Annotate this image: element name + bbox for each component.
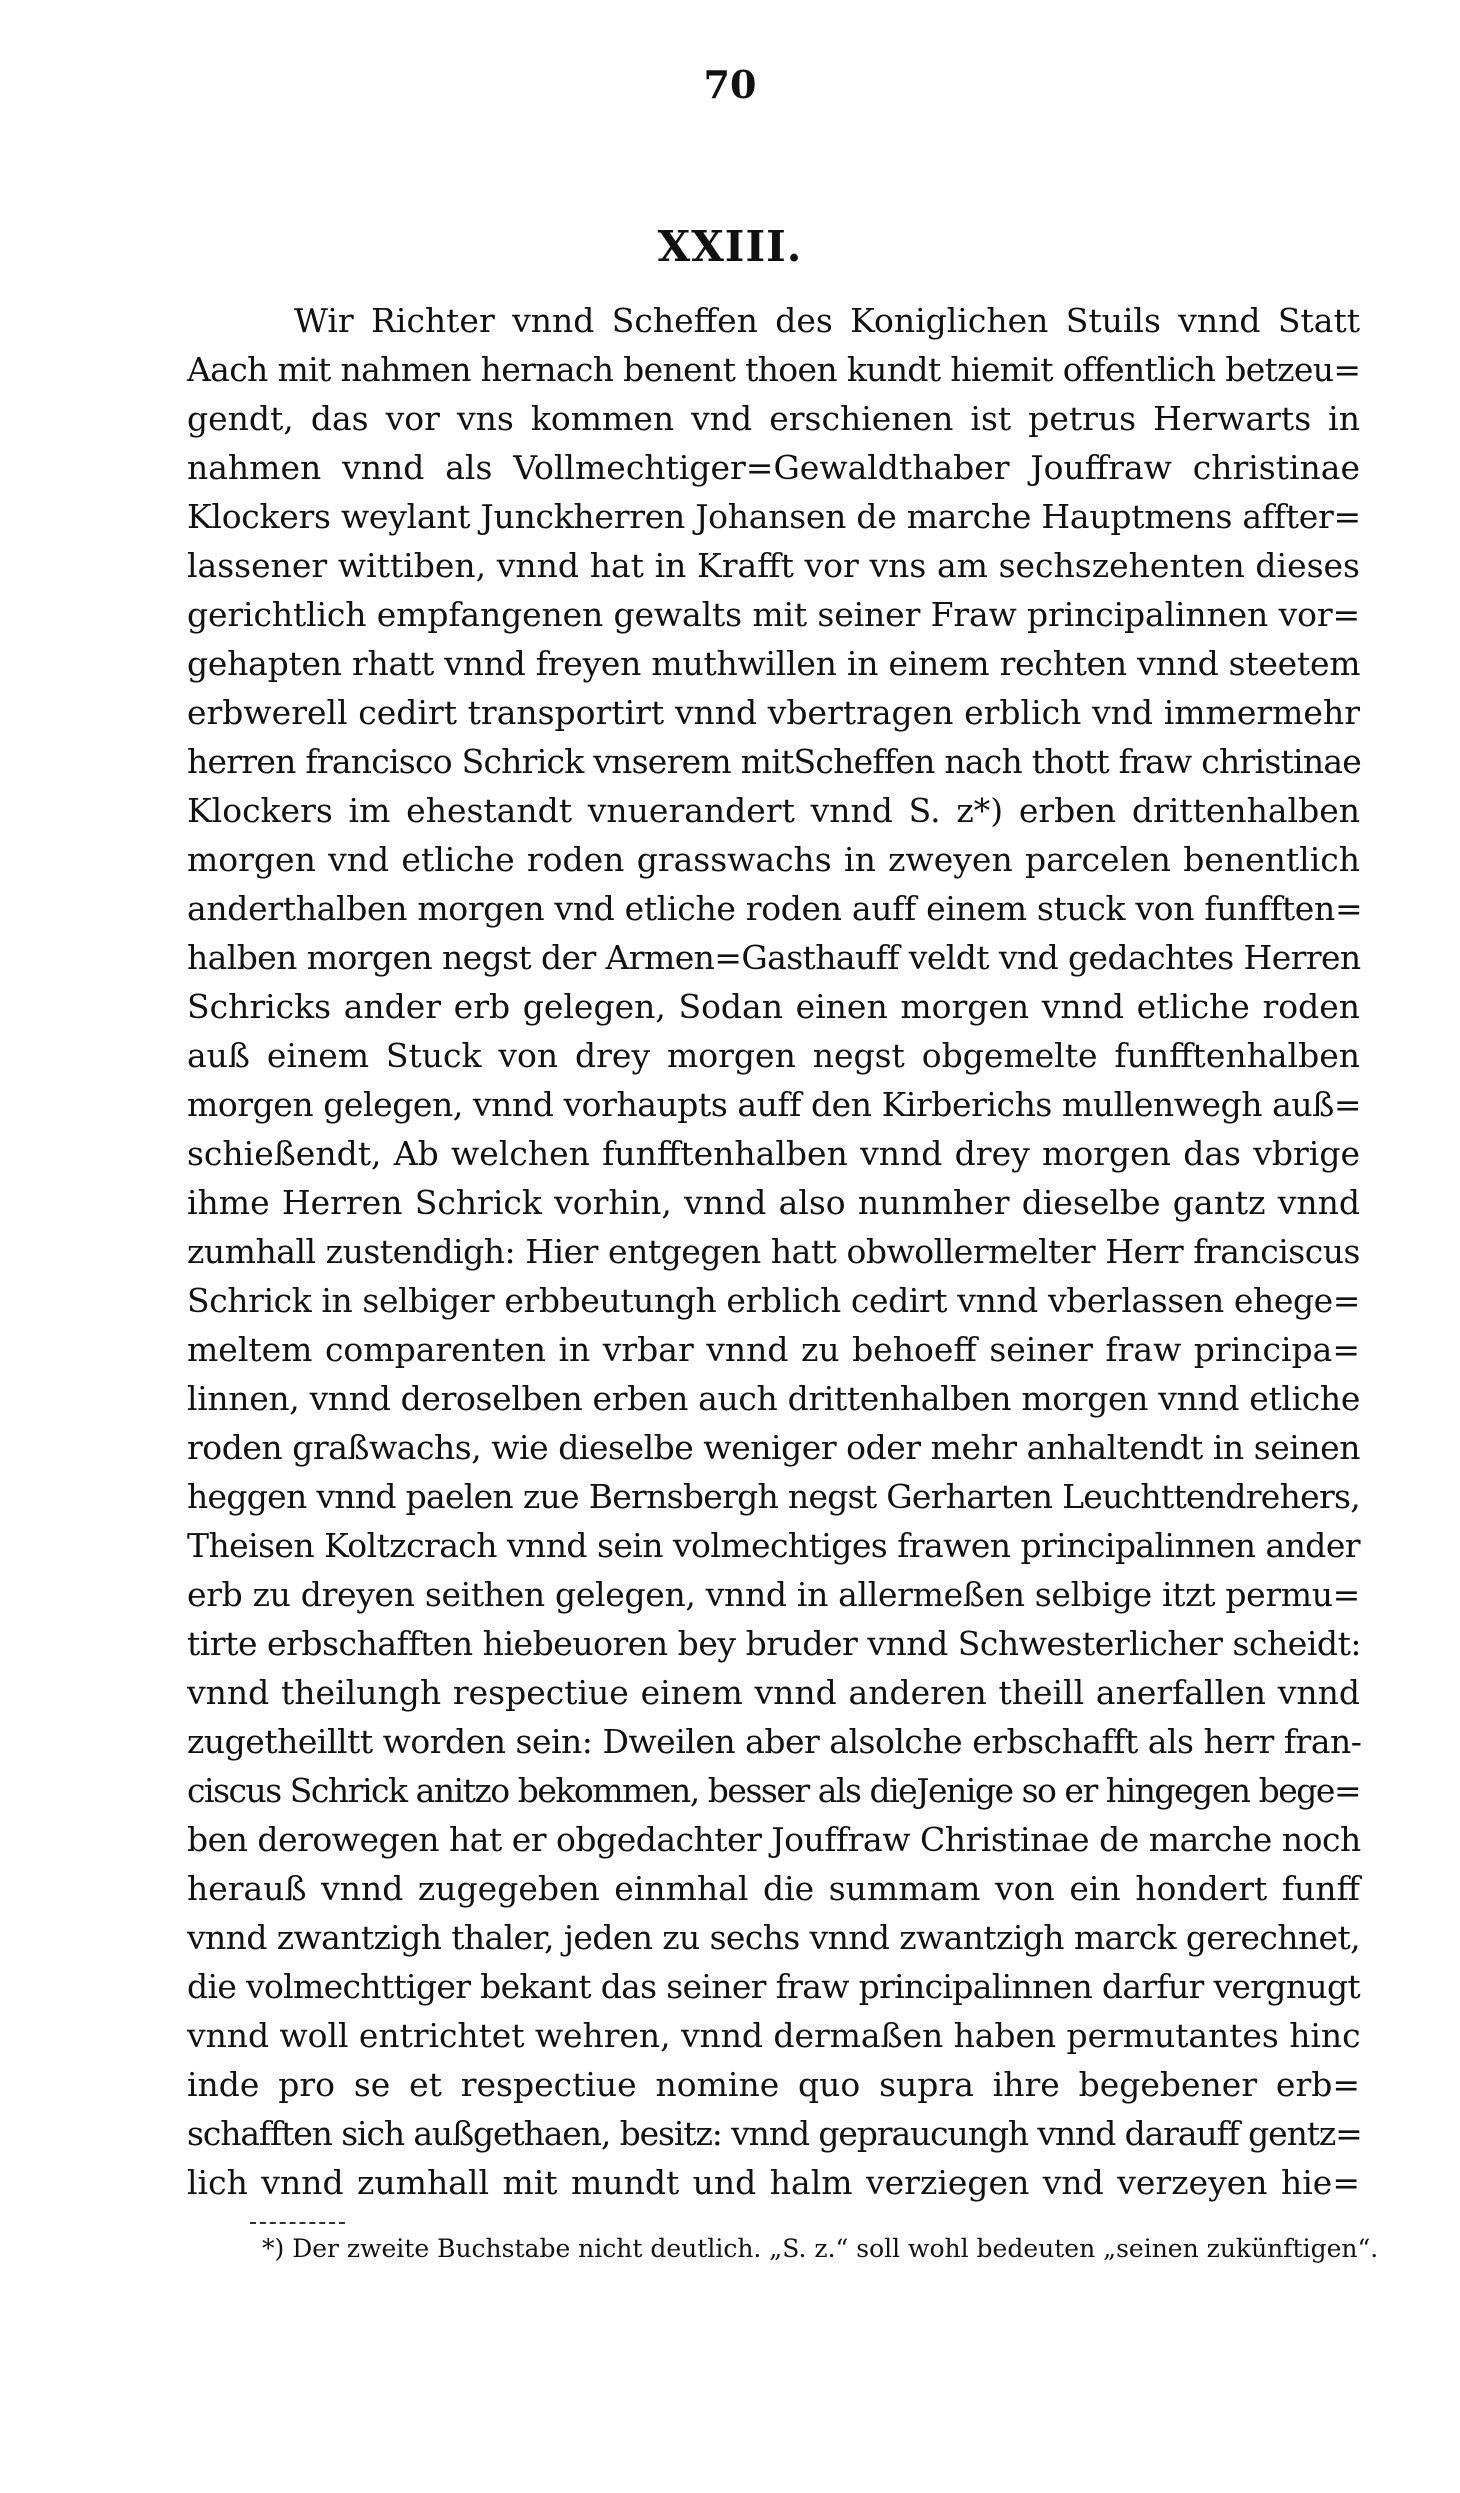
text-line: Theisen Koltzcrach vnnd sein volmechtiges frawen principalinnen ander <box>187 1526 1360 1565</box>
text-line: schießendt, Ab welchen funfftenhalben vnnd drey morgen das vbrige <box>187 1134 1360 1173</box>
body-text <box>187 296 1363 2207</box>
footnote: *) Der zweite Buchstabe nicht deutlich. „S. z.“ soll wohl bedeuten „seinen zukünftigen“. <box>262 2234 1379 2263</box>
footnote-rule <box>250 2222 345 2224</box>
text-line: roden graßwachs, wie dieselbe weniger oder mehr anhaltendt in seinen <box>187 1428 1360 1467</box>
page-number: 70 <box>703 62 757 107</box>
text-line: Klockers weylant Junckherren Johansen de marche Hauptmens affter= <box>187 497 1361 536</box>
text-line: gehapten rhatt vnnd freyen muthwillen in einem rechten vnnd steetem <box>187 644 1361 683</box>
text-line: ben derowegen hat er obgedachter Jouffraw Christinae de marche noch <box>187 1820 1361 1859</box>
text-line: herauß vnnd zugegeben einmhal die summam von ein hondert funff <box>187 1869 1360 1908</box>
text-line: Klockers im ehestandt vnuerandert vnnd S. z*) erben drittenhalben <box>187 791 1360 830</box>
text-line: zumhall zustendigh: Hier entgegen hatt obwollermelter Herr franciscus <box>187 1232 1360 1271</box>
text-line: zugetheilltt worden sein: Dweilen aber alsolche erbschafft als herr fran- <box>187 1722 1362 1761</box>
text-line: Wir Richter vnnd Scheffen des Koniglichen Stuils vnnd Statt <box>294 301 1360 340</box>
text-line: gendt, das vor vns kommen vnd erschienen ist petrus Herwarts in <box>187 399 1360 438</box>
text-line: tirte erbschafften hiebeuoren bey bruder vnnd Schwesterlicher scheidt: <box>187 1624 1362 1663</box>
text-line: auß einem Stuck von drey morgen negst obgemelte funfftenhalben <box>187 1036 1360 1075</box>
text-line: meltem comparenten in vrbar vnnd zu behoeff seiner fraw principa= <box>187 1330 1360 1369</box>
text-line: vnnd woll entrichtet wehren, vnnd dermaßen haben permutantes hinc <box>187 2016 1361 2055</box>
text-line: linnen, vnnd deroselben erben auch drittenhalben morgen vnnd etliche <box>187 1379 1360 1418</box>
text-line: inde pro se et respectiue nomine quo supra ihre begebener erb= <box>187 2065 1360 2104</box>
text-line: herren francisco Schrick vnserem mitScheffen nach thott fraw christinae <box>187 742 1362 781</box>
text-line: erb zu dreyen seithen gelegen, vnnd in allermeßen selbige itzt permu= <box>187 1575 1360 1614</box>
text-line: gerichtlich empfangenen gewalts mit seiner Fraw principalinnen vor= <box>187 595 1360 634</box>
text-line: halben morgen negst der Armen=Gasthauff veldt vnd gedachtes Herren <box>187 938 1361 977</box>
text-line: heggen vnnd paelen zue Bernsbergh negst Gerharten Leuchttendrehers, <box>187 1477 1360 1516</box>
text-line: vnnd zwantzigh thaler, jeden zu sechs vnnd zwantzigh marck gerechnet, <box>187 1918 1360 1957</box>
text-line: morgen vnd etliche roden grasswachs in zweyen parcelen benentlich <box>187 840 1360 879</box>
text-line: Schricks ander erb gelegen, Sodan einen morgen vnnd etliche roden <box>187 987 1360 1026</box>
text-line: erbwerell cedirt transportirt vnnd vbertragen erblich vnd immermehr <box>187 693 1360 732</box>
text-line: lassener wittiben, vnnd hat in Krafft vor vns am sechszehenten dieses <box>187 546 1360 585</box>
text-line: die volmechttiger bekant das seiner fraw principalinnen darfur vergnugt <box>187 1967 1360 2006</box>
text-line: ciscus Schrick anitzo bekommen, besser als dieJenige so er hingegen bege= <box>187 1771 1361 1810</box>
text-line: nahmen vnnd als Vollmechtiger=Gewaldthaber Jouffraw christinae <box>187 448 1360 487</box>
text-line: morgen gelegen, vnnd vorhaupts auff den Kirberichs mullenwegh auß= <box>187 1085 1362 1124</box>
section-heading: XXIII. <box>657 222 803 271</box>
text-line: vnnd theilungh respectiue einem vnnd anderen theill anerfallen vnnd <box>187 1673 1360 1712</box>
text-line: anderthalben morgen vnd etliche roden auff einem stuck von funfften= <box>187 889 1363 928</box>
text-line: Schrick in selbiger erbbeutungh erblich cedirt vnnd vberlassen ehege= <box>187 1281 1361 1320</box>
text-line: Aach mit nahmen hernach benent thoen kundt hiemit offentlich betzeu= <box>187 350 1361 389</box>
text-line: lich vnnd zumhall mit mundt und halm verziegen vnd verzeyen hie= <box>187 2163 1360 2202</box>
text-line: schafften sich außgethaen, besitz: vnnd gepraucungh vnnd darauff gentz= <box>187 2114 1362 2153</box>
text-line: ihme Herren Schrick vorhin, vnnd also nunmher dieselbe gantz vnnd <box>187 1183 1360 1222</box>
